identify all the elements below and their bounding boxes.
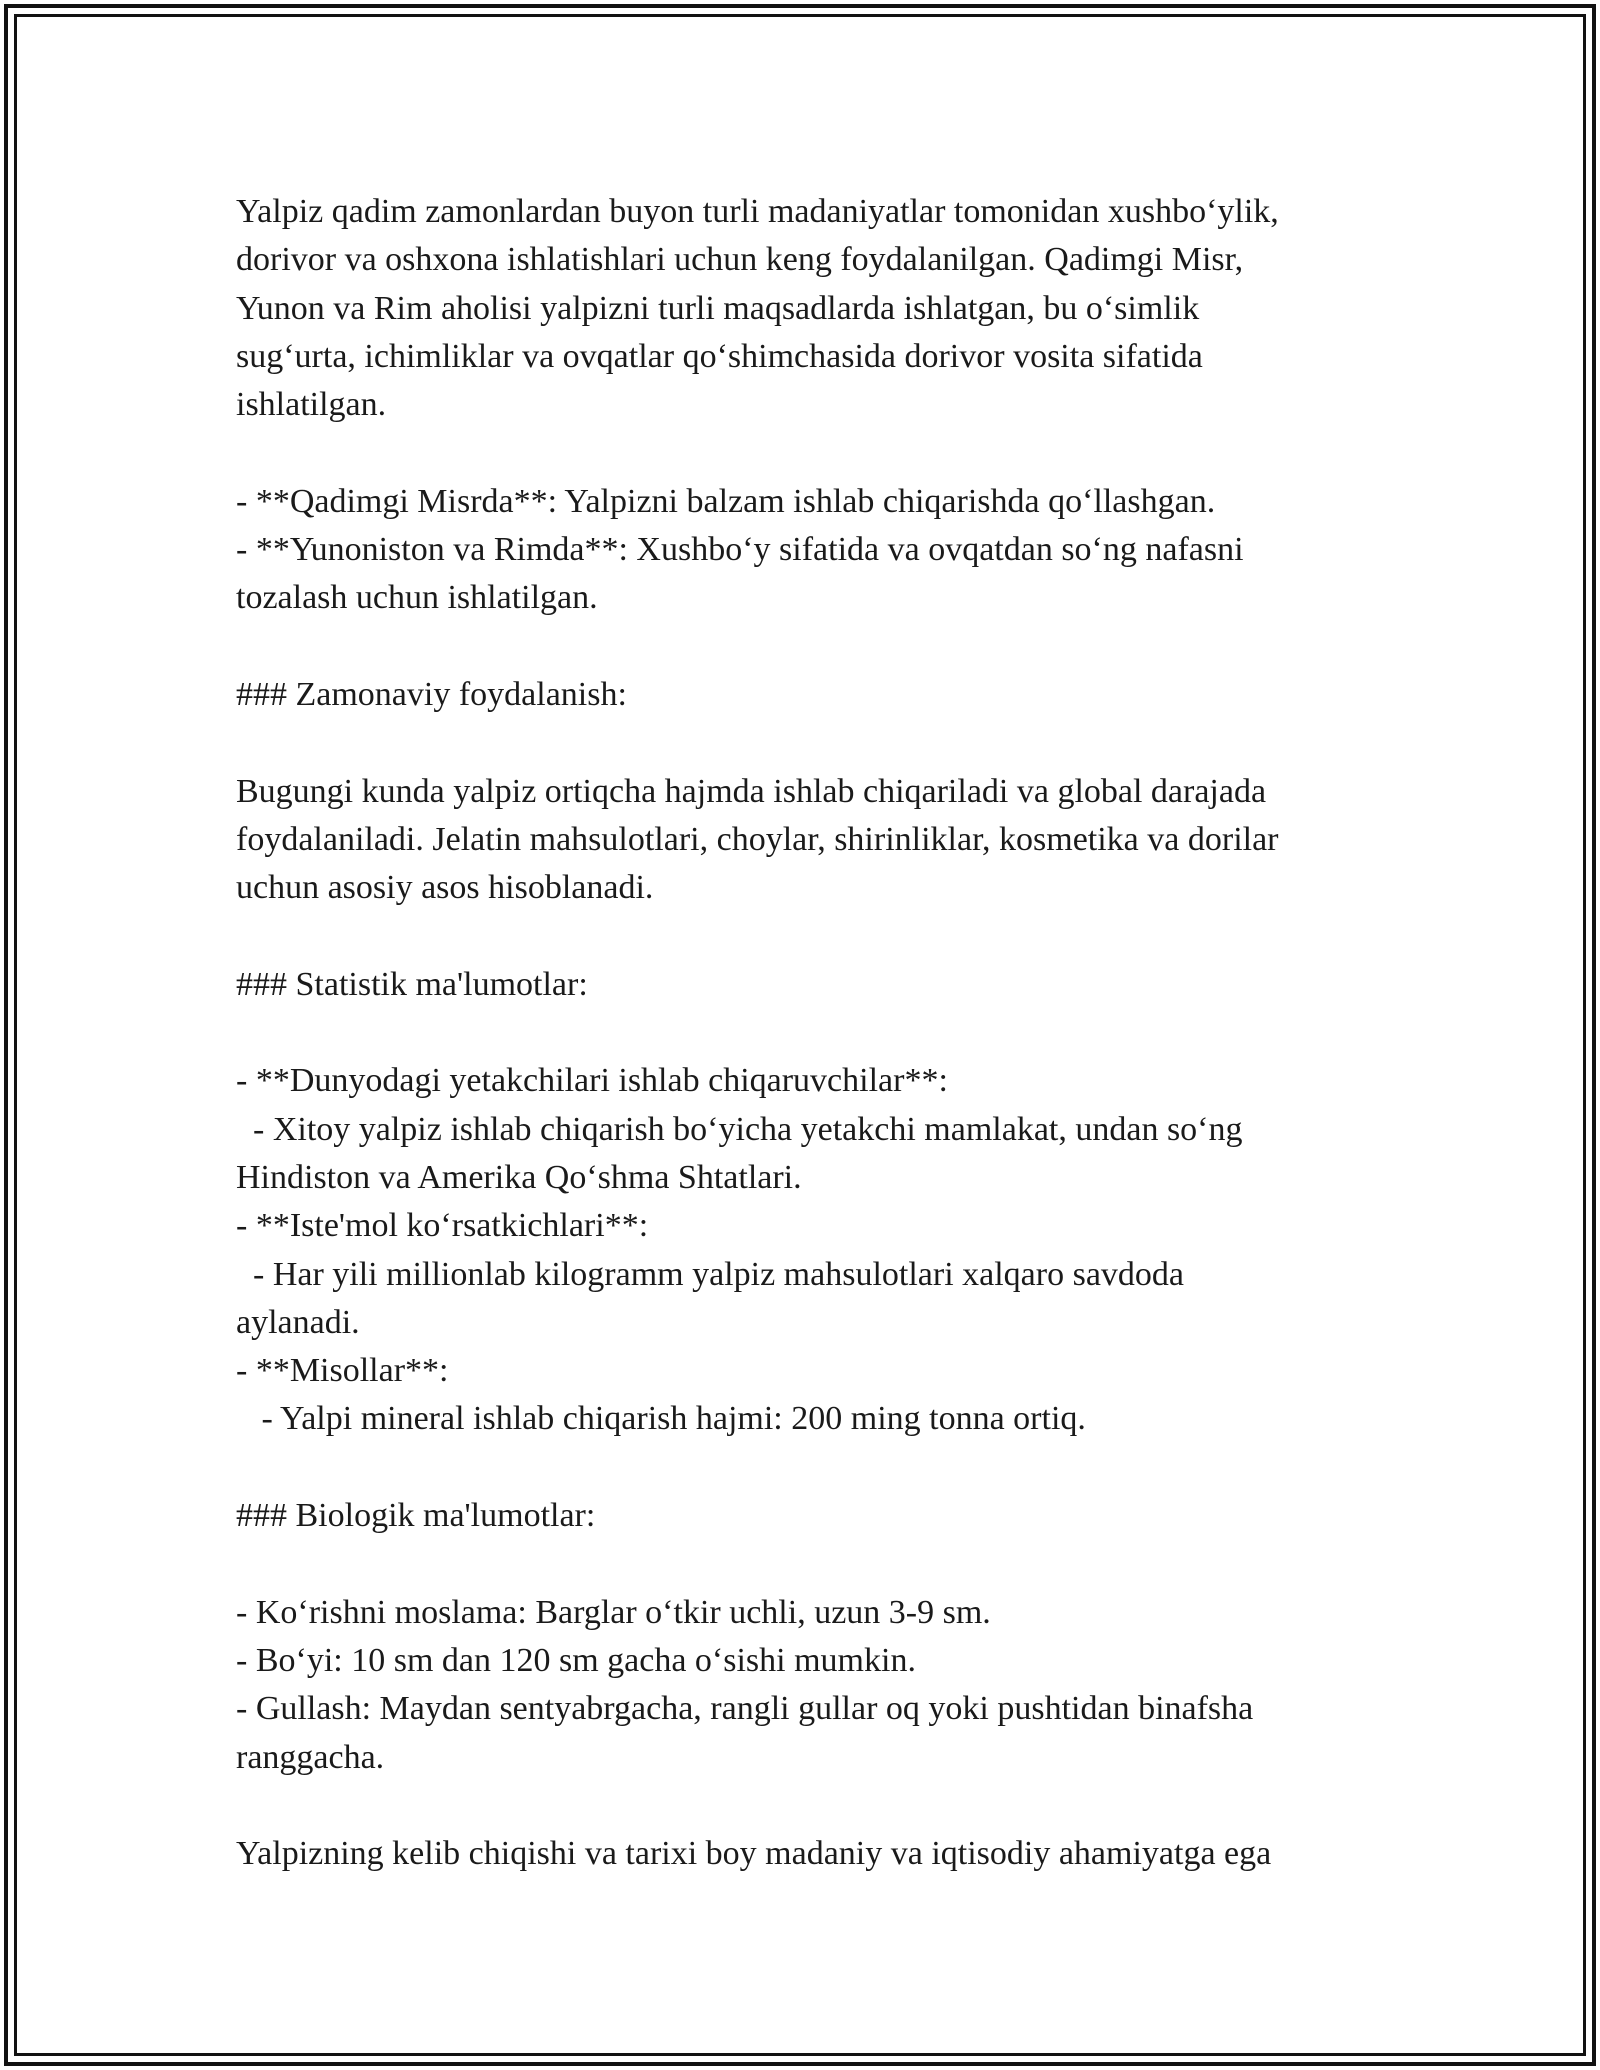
list-item: - Ko‘rishni moslama: Barglar o‘tkir uchli, uzun 3-9 sm. [236, 1593, 991, 1631]
list-item: - Xitoy yalpiz ishlab chiqarish bo‘yicha yetakchi mamlakat, undan so‘ng [236, 1110, 1243, 1148]
statistics-list [236, 1057, 1396, 1443]
text-line: uchun asosiy asos hisoblanadi. [236, 869, 654, 907]
text-line: Yunon va Rim aholisi yalpizni turli maqsadlarda ishlatgan, bu o‘simlik [236, 289, 1200, 327]
spacer [236, 1009, 1396, 1057]
text-line: foydalaniladi. Jelatin mahsulotlari, choylar, shirinliklar, kosmetika va dorilar [236, 820, 1279, 858]
list-item: - **Yunoniston va Rimda**: Xushbo‘y sifatida va ovqatdan so‘ng nafasni [236, 531, 1244, 569]
list-item: - Gullash: Maydan sentyabrgacha, rangli gullar oq yoki pushtidan binafsha [236, 1690, 1254, 1728]
list-item: tozalash uchun ishlatilgan. [236, 579, 598, 617]
history-list [236, 478, 1396, 623]
text-line: Yalpiz qadim zamonlardan buyon turli madaniyatlar tomonidan xushbo‘ylik, [236, 193, 1279, 230]
text-line: dorivor va oshxona ishlatishlari uchun keng foydalanilgan. Qadimgi Misr, [236, 241, 1244, 279]
spacer [236, 912, 1396, 960]
heading-statistics: ### Statistik ma'lumotlar: [236, 965, 588, 1003]
heading-biology: ### Biologik ma'lumotlar: [236, 1497, 596, 1535]
document-body [236, 188, 1396, 1878]
list-item: aylanadi. [236, 1303, 360, 1341]
intro-paragraph [236, 188, 1396, 429]
spacer [236, 719, 1396, 767]
modern-use-paragraph [236, 768, 1396, 913]
spacer [236, 623, 1396, 671]
closing-line: Yalpizning kelib chiqishi va tarixi boy madaniy va iqtisodiy ahamiyatga ega [236, 1835, 1272, 1873]
list-item: Hindiston va Amerika Qo‘shma Shtatlari. [236, 1158, 802, 1196]
text-line: sug‘urta, ichimliklar va ovqatlar qo‘shimchasida dorivor vosita sifatida [236, 337, 1203, 375]
heading-modern-use: ### Zamonaviy foydalanish: [236, 675, 627, 713]
spacer [236, 1444, 1396, 1492]
list-item: - Har yili millionlab kilogramm yalpiz mahsulotlari xalqaro savdoda [236, 1255, 1184, 1293]
list-item: - Yalpi mineral ishlab chiqarish hajmi: 200 ming tonna ortiq. [236, 1400, 1086, 1438]
text-line: Bugungi kunda yalpiz ortiqcha hajmda ishlab chiqariladi va global darajada [236, 772, 1267, 810]
text-line: ishlatilgan. [236, 386, 387, 424]
list-item: - **Iste'mol ko‘rsatkichlari**: [236, 1207, 649, 1245]
spacer [236, 1782, 1396, 1830]
biology-list [236, 1589, 1396, 1782]
spacer [236, 1540, 1396, 1588]
list-item: - Bo‘yi: 10 sm dan 120 sm gacha o‘sishi mumkin. [236, 1641, 916, 1679]
list-item: - **Qadimgi Misrda**: Yalpizni balzam ishlab chiqarishda qo‘llashgan. [236, 482, 1216, 520]
list-item: - **Misollar**: [236, 1352, 449, 1390]
list-item: ranggacha. [236, 1738, 385, 1776]
list-item: - **Dunyodagi yetakchilari ishlab chiqaruvchilar**: [236, 1062, 948, 1100]
spacer [236, 429, 1396, 477]
